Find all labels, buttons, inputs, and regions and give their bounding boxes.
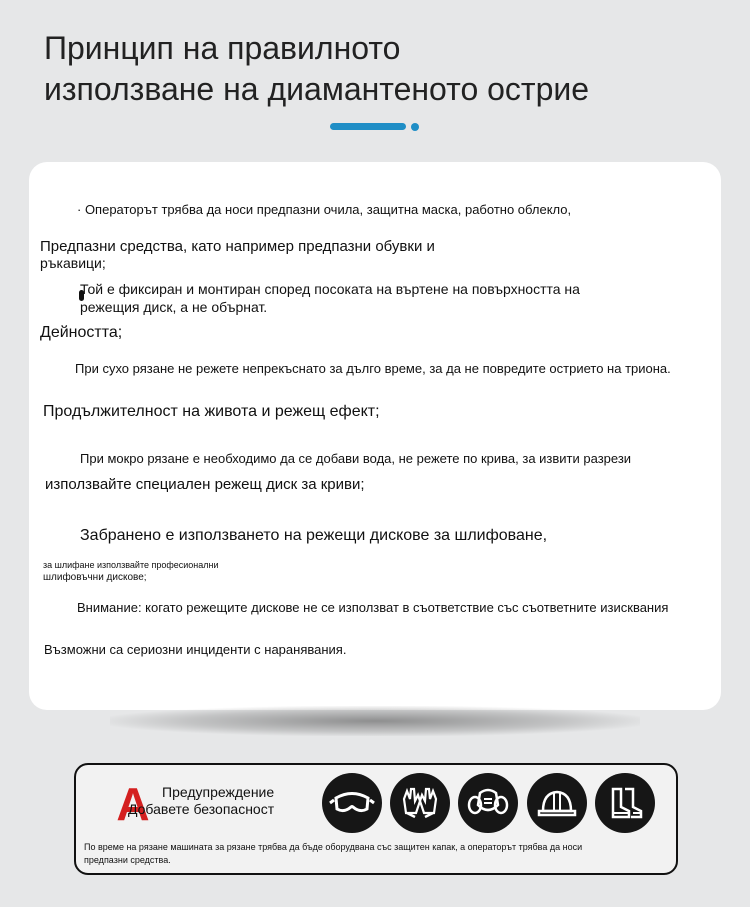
instruction-rotation-cont: режещия диск, а не обърнат. xyxy=(80,299,268,315)
instruction-goggles: · Операторът трябва да носи предпазни очила, защитна маска, работно облекло, xyxy=(77,202,572,217)
warning-subtitle: Добавете безопасност xyxy=(128,801,275,817)
warning-logo-icon xyxy=(110,772,156,826)
goggles-icon xyxy=(322,773,382,833)
instruction-protective-gear: Предпазни средства, като например предпазни обувки и xyxy=(40,238,435,255)
page-title-line-1: Принцип на правилното xyxy=(44,30,401,66)
warning-title: Предупреждение xyxy=(162,784,275,800)
title-accent-dot xyxy=(411,123,419,131)
instruction-attention: Внимание: когато режещите дискове не се използват в съответствие със съответните изисквания xyxy=(77,600,669,615)
instruction-grinding-discs: за шлифане използвайте професионални xyxy=(43,560,219,570)
hard-hat-icon xyxy=(527,773,587,833)
warning-note: По време на рязане машината за рязане трябва да бъде оборудвана със защитен капак, а операторът трябва да носи предпазни средства. xyxy=(84,842,583,865)
page-title-line-2: използване на диамантеното острие xyxy=(44,71,590,107)
card-shadow xyxy=(110,706,640,736)
instruction-no-grinding: Забранено е използването на режещи дискове за шлифоване, xyxy=(80,527,548,544)
instruction-activity: Дейността; xyxy=(40,324,123,341)
safety-boots-icon xyxy=(595,773,655,833)
gloves-icon xyxy=(390,773,450,833)
instruction-grinding-discs-cont: шлифовъчни дискове; xyxy=(43,572,147,583)
instruction-wet-cutting: При мокро рязане е необходимо да се добави вода, не режете по крива, за извити разрези xyxy=(80,451,632,466)
instruction-curve-disc: използвайте специален режещ диск за криви; xyxy=(45,476,365,493)
title-accent-bar xyxy=(330,123,406,130)
respirator-mask-icon xyxy=(458,773,518,833)
instruction-rotation: Той е фиксиран и монтиран според посоката на въртене на повърхността на xyxy=(80,281,580,297)
instruction-dry-cutting: При сухо рязане не режете непрекъснато за дълго време, за да не повредите острието на триона. xyxy=(75,361,671,376)
instruction-protective-gear-cont: ръкавици; xyxy=(40,255,106,271)
warning-logo-letter: A xyxy=(116,778,150,826)
instruction-injuries: Възможни са сериозни инциденти с наранявания. xyxy=(44,642,347,657)
instruction-lifespan: Продължителност на живота и режещ ефект; xyxy=(43,403,380,420)
page-title xyxy=(44,28,724,110)
